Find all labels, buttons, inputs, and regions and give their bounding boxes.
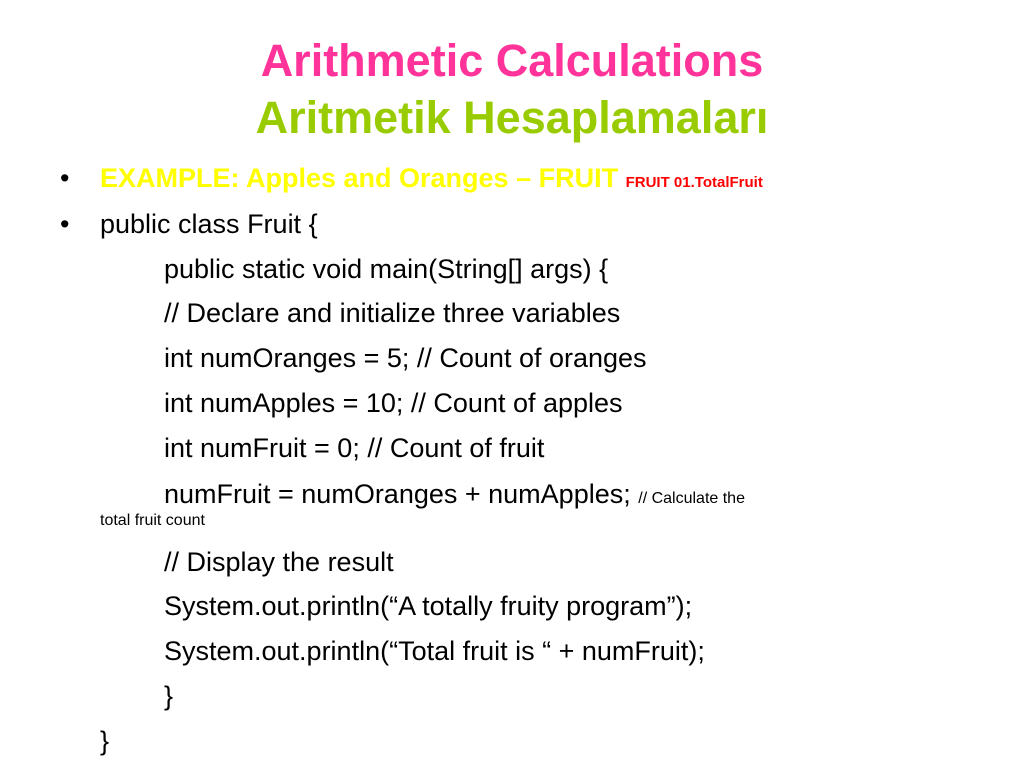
code-close-main: } xyxy=(164,681,174,711)
code-println-1: System.out.println(“A totally fruity program”); xyxy=(164,591,693,621)
code-num-fruit: int numFruit = 0; // Count of fruit xyxy=(164,433,545,463)
code-assign: numFruit = numOranges + numApples; xyxy=(164,479,631,509)
example-label: EXAMPLE: Apples and Oranges – FRUIT xyxy=(100,163,619,193)
code-comment-display: // Display the result xyxy=(164,547,394,577)
code-assign-comment-wrap: total fruit count xyxy=(100,512,205,529)
bullet-marker-example: • xyxy=(60,163,70,193)
title-english: Arithmetic Calculations xyxy=(260,35,764,86)
code-println-2: System.out.println(“Total fruit is “ + numFruit); xyxy=(164,636,705,666)
example-line xyxy=(100,162,763,199)
code-comment-declare: // Declare and initialize three variables xyxy=(164,298,621,328)
code-assign-line xyxy=(164,478,745,515)
code-num-apples: int numApples = 10; // Count of apples xyxy=(164,388,623,418)
slide-title xyxy=(0,32,1024,146)
code-num-oranges: int numOranges = 5; // Count of oranges xyxy=(164,343,647,373)
code-close-class: } xyxy=(100,726,110,756)
title-turkish: Aritmetik Hesaplamaları xyxy=(255,92,769,143)
example-reference: FRUIT 01.TotalFruit xyxy=(625,174,763,191)
bullet-marker-class: • xyxy=(60,209,70,239)
code-class-declaration: public class Fruit { xyxy=(100,209,318,239)
code-assign-comment: // Calculate the xyxy=(638,490,745,507)
code-main-declaration: public static void main(String[] args) { xyxy=(164,254,609,284)
